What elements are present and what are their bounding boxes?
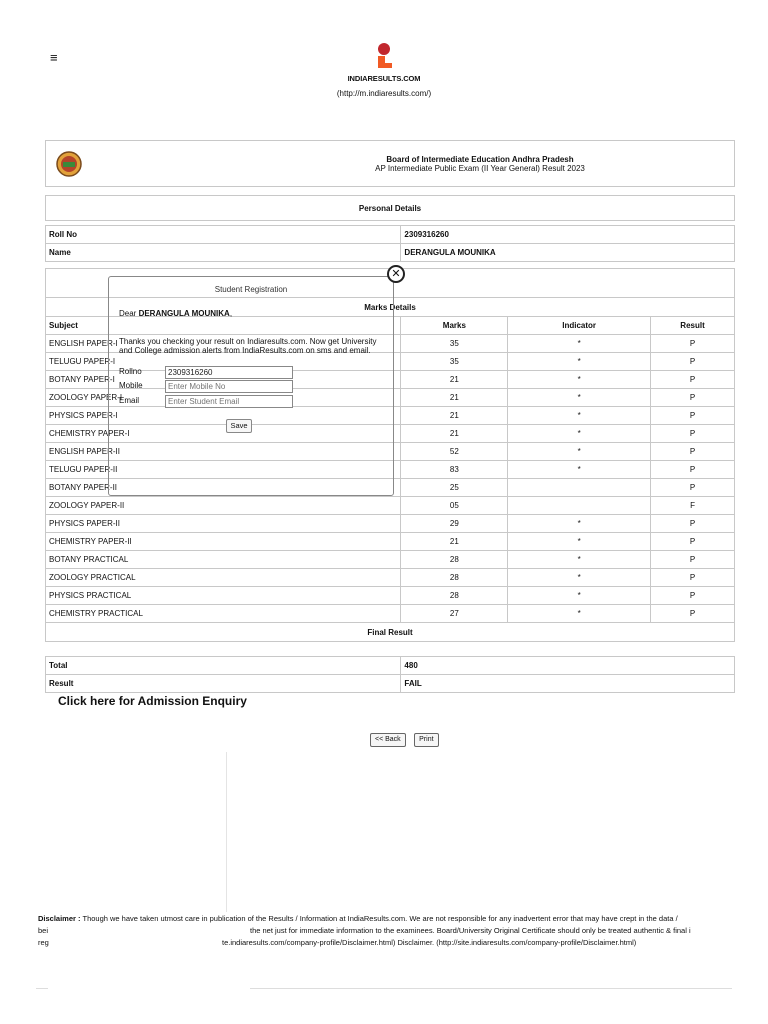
marks-value: 28 xyxy=(401,551,508,569)
save-button[interactable]: Save xyxy=(226,419,252,433)
marks-result: P xyxy=(651,479,735,497)
admission-enquiry-link[interactable]: Click here for Admission Enquiry xyxy=(58,694,247,708)
marks-subject: ENGLISH PAPER-I xyxy=(46,335,401,353)
marks-subject: ENGLISH PAPER-II xyxy=(46,443,401,461)
name-label: Name xyxy=(46,244,401,262)
marks-indicator: * xyxy=(508,605,651,623)
marks-value: 28 xyxy=(401,569,508,587)
marks-value: 83 xyxy=(401,461,508,479)
marks-subject: BOTANY PAPER-I xyxy=(46,371,401,389)
marks-row xyxy=(46,551,735,569)
marks-indicator: * xyxy=(508,389,651,407)
board-header-row xyxy=(46,141,735,187)
board-seal-icon xyxy=(56,151,82,179)
marks-value: 21 xyxy=(401,389,508,407)
marks-value: 21 xyxy=(401,407,508,425)
marks-value: 25 xyxy=(401,479,508,497)
marks-value: 52 xyxy=(401,443,508,461)
disclaimer xyxy=(38,913,758,949)
marks-row xyxy=(46,605,735,623)
marks-result: P xyxy=(651,587,735,605)
marks-subject: CHEMISTRY PAPER-I xyxy=(46,425,401,443)
marks-indicator: * xyxy=(508,335,651,353)
col-result: Result xyxy=(651,317,735,335)
marks-indicator: * xyxy=(508,371,651,389)
marks-result: P xyxy=(651,461,735,479)
total-row xyxy=(46,657,735,675)
marks-result: P xyxy=(651,443,735,461)
marks-subject: PHYSICS PAPER-II xyxy=(46,515,401,533)
close-icon[interactable]: ✕ xyxy=(387,265,405,283)
marks-row xyxy=(46,533,735,551)
disclaimer-line2-right: the net just for immediate information to the examinees. Board/University Original Certificate should only be treated authentic & final i xyxy=(250,926,691,935)
greeting-name: DERANGULA MOUNIKA xyxy=(138,309,230,318)
col-indicator: Indicator xyxy=(508,317,651,335)
rollno-input[interactable] xyxy=(165,366,293,379)
divider xyxy=(36,988,48,989)
marks-subject: ZOOLOGY PRACTICAL xyxy=(46,569,401,587)
marks-result: P xyxy=(651,551,735,569)
marks-result: P xyxy=(651,371,735,389)
marks-subject: ZOOLOGY PAPER-I xyxy=(46,389,401,407)
divider xyxy=(226,752,227,912)
marks-indicator: * xyxy=(508,353,651,371)
marks-result: P xyxy=(651,569,735,587)
marks-indicator: * xyxy=(508,533,651,551)
popup-title: Student Registration xyxy=(214,285,288,294)
marks-value: 05 xyxy=(401,497,508,515)
disclaimer-line2-left: bei xyxy=(38,926,49,935)
marks-row xyxy=(46,587,735,605)
marks-row xyxy=(46,569,735,587)
marks-indicator: * xyxy=(508,443,651,461)
marks-subject: ZOOLOGY PAPER-II xyxy=(46,497,401,515)
marks-result: F xyxy=(651,497,735,515)
result-value: FAIL xyxy=(401,675,735,693)
logo-url[interactable]: (http://m.indiaresults.com/) xyxy=(336,89,432,98)
marks-indicator: * xyxy=(508,407,651,425)
logo-text: INDIARESULTS.COM xyxy=(347,74,421,83)
marks-indicator: * xyxy=(508,569,651,587)
marks-result: P xyxy=(651,353,735,371)
marks-result: P xyxy=(651,407,735,425)
final-section-title: Final Result xyxy=(46,623,735,642)
mobile-input[interactable] xyxy=(165,380,293,393)
greeting-suffix: , xyxy=(229,309,233,318)
back-button[interactable]: << Back xyxy=(370,733,406,747)
personal-section-title: Personal Details xyxy=(46,196,735,221)
popup-message: Thanks you checking your result on Indiaresults.com. Now get University and College admission alerts from IndiaResults.com on sms and email. xyxy=(119,337,377,355)
greeting-prefix: Dear xyxy=(119,309,139,318)
marks-subject: CHEMISTRY PRACTICAL xyxy=(46,605,401,623)
marks-subject: TELUGU PAPER-II xyxy=(46,461,401,479)
marks-result: P xyxy=(651,605,735,623)
board-name: Board of Intermediate Education Andhra Pradesh xyxy=(386,154,574,164)
col-marks: Marks xyxy=(401,317,508,335)
marks-indicator xyxy=(508,497,651,515)
marks-row xyxy=(46,515,735,533)
marks-indicator: * xyxy=(508,461,651,479)
marks-indicator: * xyxy=(508,515,651,533)
marks-subject: CHEMISTRY PAPER-II xyxy=(46,533,401,551)
marks-subject: PHYSICS PRACTICAL xyxy=(46,587,401,605)
marks-value: 21 xyxy=(401,371,508,389)
marks-value: 21 xyxy=(401,533,508,551)
marks-value: 29 xyxy=(401,515,508,533)
marks-value: 35 xyxy=(401,353,508,371)
roll-label: Roll No xyxy=(46,226,401,244)
popup-greeting xyxy=(119,309,232,318)
marks-result: P xyxy=(651,425,735,443)
email-input[interactable] xyxy=(165,395,293,408)
action-buttons xyxy=(370,728,443,747)
hamburger-menu-icon[interactable]: ≡ xyxy=(50,50,58,65)
disclaimer-line3-left: reg xyxy=(38,938,49,947)
student-registration-popup xyxy=(108,268,401,496)
site-logo[interactable] xyxy=(0,42,768,98)
print-button[interactable]: Print xyxy=(414,733,438,747)
email-label: Email xyxy=(119,396,140,405)
marks-indicator: * xyxy=(508,551,651,569)
logo-figure-icon xyxy=(374,42,394,72)
marks-indicator: * xyxy=(508,425,651,443)
roll-value: 2309316260 xyxy=(401,226,735,244)
marks-result: P xyxy=(651,533,735,551)
marks-value: 27 xyxy=(401,605,508,623)
marks-subject: BOTANY PRACTICAL xyxy=(46,551,401,569)
marks-result: P xyxy=(651,515,735,533)
final-section-title-row xyxy=(46,623,735,642)
marks-indicator xyxy=(508,479,651,497)
marks-value: 28 xyxy=(401,587,508,605)
total-value: 480 xyxy=(401,657,735,675)
exam-name: AP Intermediate Public Exam (II Year General) Result 2023 xyxy=(375,163,585,173)
col-subject: Subject xyxy=(46,317,401,335)
result-row xyxy=(46,675,735,693)
marks-subject: PHYSICS PAPER-I xyxy=(46,407,401,425)
disclaimer-line1: Though we have taken utmost care in publication of the Results / Information at IndiaResults.com. We are not responsible for any inadvertent error that may have crept in the data / xyxy=(82,914,678,923)
total-label: Total xyxy=(46,657,401,675)
marks-subject: BOTANY PAPER-II xyxy=(46,479,401,497)
result-label: Result xyxy=(46,675,401,693)
marks-result: P xyxy=(651,335,735,353)
marks-value: 35 xyxy=(401,335,508,353)
mobile-label: Mobile xyxy=(119,381,143,390)
marks-subject: TELUGU PAPER-I xyxy=(46,353,401,371)
disclaimer-label: Disclaimer : xyxy=(38,914,81,923)
disclaimer-line3-link[interactable]: te.indiaresults.com/company-profile/Disclaimer.html) Disclaimer. (http://site.indiaresults.com/company-profile/Disclaimer.html) xyxy=(222,938,637,947)
marks-result: P xyxy=(651,389,735,407)
rollno-label: Rollno xyxy=(119,367,142,376)
marks-section-title: Marks Details xyxy=(46,298,735,317)
name-row xyxy=(46,244,735,262)
divider xyxy=(250,988,732,989)
marks-indicator: * xyxy=(508,587,651,605)
personal-section-title-row xyxy=(46,196,735,221)
name-value: DERANGULA MOUNIKA xyxy=(401,244,735,262)
roll-row xyxy=(46,226,735,244)
marks-value: 21 xyxy=(401,425,508,443)
marks-row xyxy=(46,497,735,515)
